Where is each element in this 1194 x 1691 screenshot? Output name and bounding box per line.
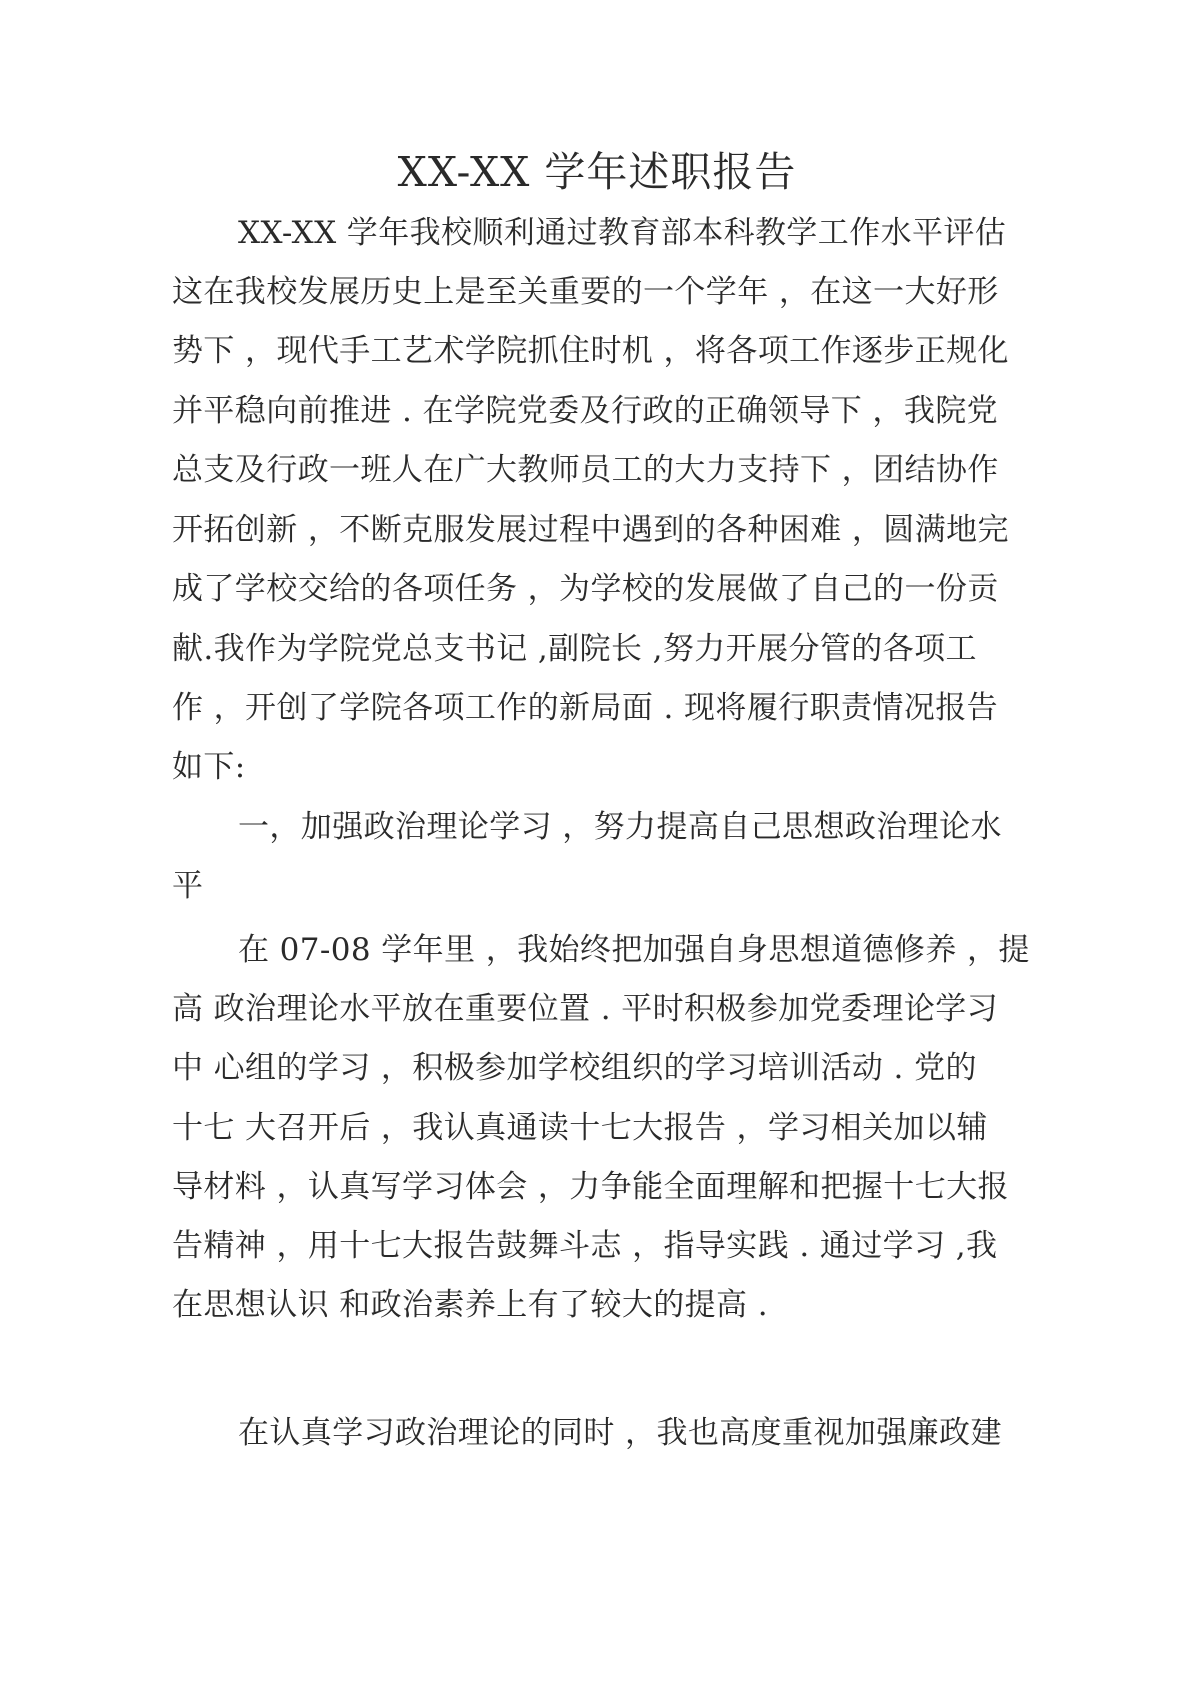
- text-line: 并平稳向前推进 . 在学院党委及行政的正确领导下 ，我院党: [172, 393, 999, 429]
- text-line: 如下:: [172, 749, 246, 785]
- text-line: 势下 ，现代手工艺术学院抓住时机 ，将各项工作逐步正规化: [172, 333, 1009, 369]
- text-line: XX-XX 学年我校顺利通过教育部本科教学工作水平评估: [238, 215, 1007, 251]
- text-line: 十七 大召开后 ，我认真通读十七大报告 ，学习相关加以辅: [172, 1110, 988, 1146]
- text-line: 在 07-08 学年里 ，我始终把加强自身思想道德修养 ，提: [238, 932, 1030, 968]
- text-line: 在思想认识 和政治素养上有了较大的提高 .: [172, 1287, 768, 1323]
- text-line: 献.我作为学院党总支书记 ,副院长 ,努力开展分管的各项工: [172, 631, 977, 667]
- text-line: 作 ，开创了学院各项工作的新局面 . 现将履行职责情况报告: [172, 690, 999, 726]
- text-line: 总支及行政一班人在广大教师员工的大力支持下 ，团结协作: [172, 452, 999, 488]
- text-line: 这在我校发展历史上是至关重要的一个学年 ，在这一大好形: [172, 274, 999, 310]
- text-line: 成了学校交给的各项任务 ，为学校的发展做了自己的一份贡: [172, 571, 999, 607]
- text-line: 高 政治理论水平放在重要位置 . 平时积极参加党委理论学习: [172, 991, 999, 1027]
- section-heading-continued: 平: [172, 868, 204, 904]
- text-line: 告精神 ，用十七大报告鼓舞斗志 ，指导实践 . 通过学习 ,我: [172, 1228, 998, 1264]
- text-line: 在认真学习政治理论的同时 ，我也高度重视加强廉政建: [238, 1415, 1002, 1451]
- section-heading: 一，加强政治理论学习 ，努力提高自己思想政治理论水: [238, 809, 1002, 845]
- document-title: XX-XX 学年述职报告: [397, 148, 797, 196]
- text-line: 中 心组的学习 ，积极参加学校组织的学习培训活动 . 党的: [172, 1050, 977, 1086]
- text-line: 导材料 ，认真写学习体会 ，力争能全面理解和把握十七大报: [172, 1169, 1009, 1205]
- text-line: 开拓创新 ，不断克服发展过程中遇到的各种困难 ，圆满地完: [172, 512, 1009, 548]
